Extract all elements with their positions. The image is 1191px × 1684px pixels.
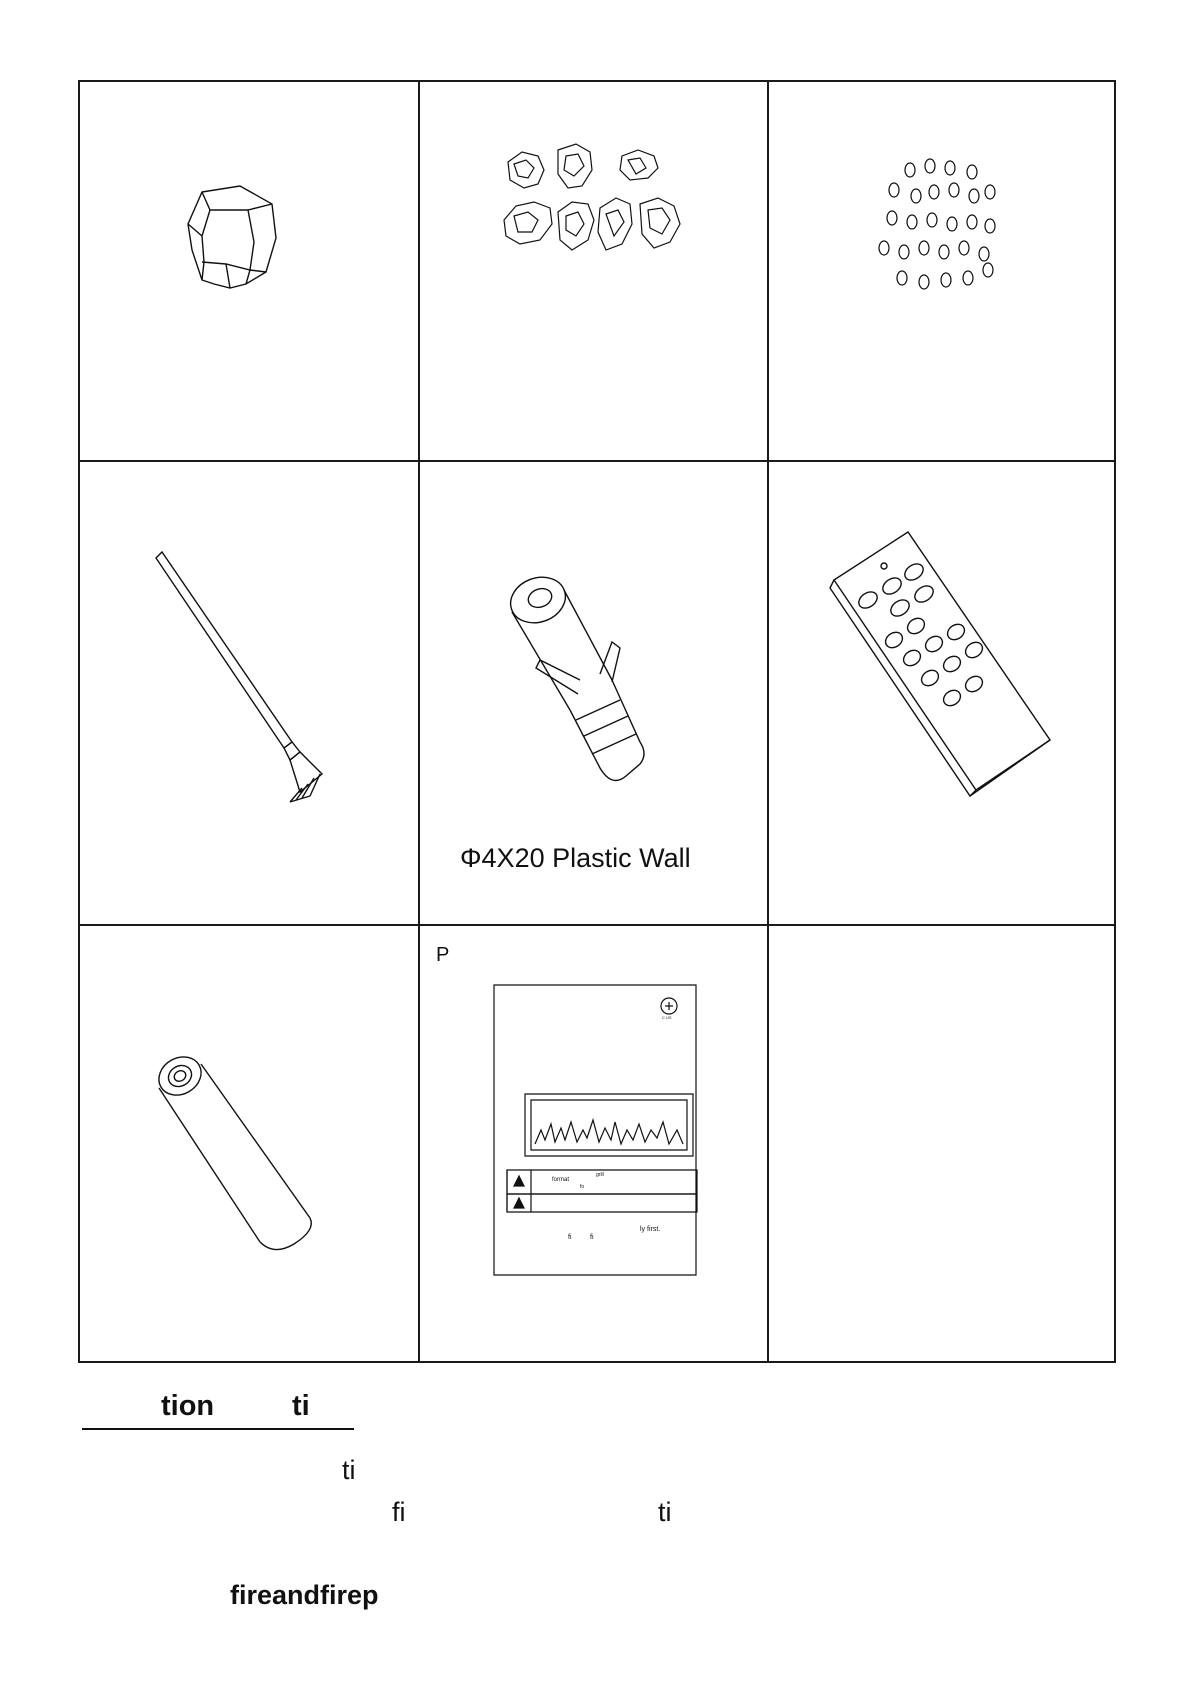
battery-icon [150,1046,330,1256]
crystal-pebbles-icon [874,156,1004,296]
grid-right-border [1114,80,1116,1363]
manual-warning-sub: fo [580,1184,585,1190]
section-title-frag-1: tion [161,1390,215,1422]
website-link-fragment[interactable]: fireandfirep [230,1580,379,1610]
manual-warning-text: format [552,1177,570,1183]
grid-col-divider-1 [418,80,420,1363]
manual-warning-extra: grill [596,1172,604,1178]
body-line-1-fragment: ti [342,1455,356,1485]
section-title-frag-2: ti [292,1390,310,1422]
grid-col-divider-2 [767,80,769,1363]
user-manual-icon [493,984,697,1276]
wall-anchor-icon [500,570,680,800]
manual-body-frag-1: fi [568,1234,572,1241]
body-line-2-fragment-1: fi [392,1497,406,1527]
wall-anchor-caption: Φ4X20 Plastic Wall [460,843,691,873]
grid-top-border [78,80,1116,82]
grid-bottom-border [78,1361,1116,1363]
grid-left-border [78,80,80,1363]
body-line-2-fragment-2: ti [658,1497,672,1527]
cleaning-brush-icon [150,548,350,808]
manual-cert-text: C US [662,1015,672,1020]
decorative-rocks-icon [498,140,690,265]
manual-cell-header: P [436,944,450,966]
large-stone-icon [180,180,290,295]
grid-row-divider-1 [78,460,1116,462]
manual-body-frag-2: fi [590,1234,594,1241]
remote-control-icon [828,528,1058,798]
manual-body-right: ly first. [640,1226,661,1233]
section-title-underline [82,1428,354,1430]
grid-row-divider-2 [78,924,1116,926]
